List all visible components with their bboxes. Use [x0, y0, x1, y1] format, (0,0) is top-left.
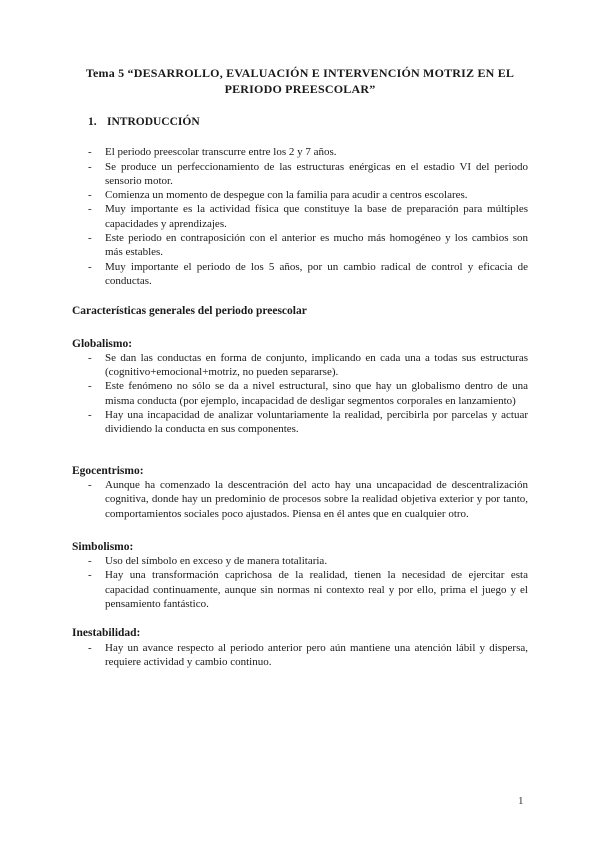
- list-item: [72, 145, 528, 159]
- list-item: [72, 408, 528, 437]
- section-heading-globalismo: Globalismo:: [72, 337, 133, 350]
- section-globalismo: [72, 337, 528, 437]
- bullet-marker: -: [88, 478, 92, 491]
- section-bullet-list: [72, 478, 528, 521]
- bullet-marker: -: [88, 260, 92, 273]
- list-item: [72, 160, 528, 189]
- bullet-marker: -: [88, 641, 92, 654]
- intro-bullet-list: [72, 145, 528, 288]
- list-item: [72, 260, 528, 289]
- list-item: [72, 478, 528, 521]
- document-title: Tema 5 “DESARROLLO, EVALUACIÓN E INTERVENCIÓN MOTRIZ EN EL PERIODO PREESCOLAR”: [85, 66, 515, 96]
- list-item: [72, 231, 528, 260]
- bullet-text: Se dan las conductas en forma de conjunto, implicando en cada una a todas sus estructuras (cognitivo+emocional+motriz, no pueden separarse).: [105, 351, 528, 379]
- page-number: 1: [518, 795, 524, 807]
- subtitle-caracteristicas: Características generales del periodo preescolar: [72, 305, 307, 318]
- section-heading-label: INTRODUCCIÓN: [107, 116, 200, 128]
- bullet-text: El periodo preescolar transcurre entre los 2 y 7 años.: [105, 146, 337, 159]
- bullet-marker: -: [88, 232, 92, 245]
- list-item: [72, 202, 528, 231]
- bullet-text: Este periodo en contraposición con el anterior es mucho más homogéneo y los cambios son más estables.: [105, 232, 528, 259]
- bullet-text: Hay un avance respecto al periodo anterior pero aún mantiene una atención lábil y dispersa, requiere actividad y cambio continuo.: [105, 641, 528, 668]
- bullet-marker: -: [88, 555, 92, 568]
- list-item: [72, 188, 528, 202]
- list-item: [72, 568, 528, 611]
- bullet-text: Hay una transformación caprichosa de la realidad, tienen la necesidad de ejercitar esta capacidad continuamente, aunque sin normas ni contexto real y por ello, prima el juego y el pensamiento fantástico.: [105, 569, 528, 611]
- bullet-text: Este fenómeno no sólo se da a nivel estructural, sino que hay un globalismo dentro de una misma conducta (por ejemplo, incapacidad de desligar segmentos corporales en lanzamiento): [105, 380, 528, 407]
- bullet-marker: -: [88, 189, 92, 202]
- section-heading-simbolismo: Simbolismo:: [72, 540, 134, 553]
- bullet-text: Aunque ha comenzado la descentración del acto hay una uncapacidad de descentralización cognitiva, donde hay un predominio de procesos sobre la realidad objetiva exterior y por tanto, comportamientos sociales poco ajustados. Piensa en él antes que en cualquier otro.: [105, 478, 528, 520]
- bullet-text: Muy importante el periodo de los 5 años, por un cambio radical de control y eficacia de conductas.: [105, 260, 528, 287]
- section-heading-inestabilidad: Inestabilidad:: [72, 627, 141, 640]
- section-heading-introduccion: [72, 115, 528, 129]
- section-bullet-list: [72, 641, 528, 670]
- bullet-marker: -: [88, 380, 92, 393]
- bullet-text: Muy importante es la actividad física que constituye la base de preparación para múltiples capacidades y aprendizajes.: [105, 203, 528, 230]
- list-item: [72, 641, 528, 670]
- list-item: [72, 554, 528, 568]
- bullet-text: Uso del símbolo en exceso y de manera totalitaria.: [105, 555, 328, 568]
- bullet-text: Hay una incapacidad de analizar voluntariamente la realidad, percibirla por parcelas y actuar dividiendo la conducta en sus componentes.: [105, 409, 528, 436]
- bullet-marker: -: [88, 146, 92, 159]
- bullet-text: Comienza un momento de despegue con la familia para acudir a centros escolares.: [105, 189, 468, 202]
- bullet-marker: -: [88, 203, 92, 216]
- bullet-marker: -: [88, 160, 92, 173]
- section-inestabilidad: [72, 626, 528, 669]
- section-egocentrismo: [72, 464, 528, 521]
- bullet-marker: -: [88, 351, 92, 364]
- bullet-text: Se produce un perfeccionamiento de las estructuras enérgicas en el estadio VI del periodo sensorio motor.: [105, 160, 528, 187]
- section-simbolismo: [72, 540, 528, 611]
- bullet-marker: -: [88, 569, 92, 582]
- section-number: 1.: [88, 116, 97, 128]
- section-heading-egocentrismo: Egocentrismo:: [72, 464, 144, 477]
- bullet-marker: -: [88, 409, 92, 422]
- list-item: [72, 351, 528, 380]
- section-bullet-list: [72, 351, 528, 437]
- section-bullet-list: [72, 554, 528, 611]
- list-item: [72, 379, 528, 408]
